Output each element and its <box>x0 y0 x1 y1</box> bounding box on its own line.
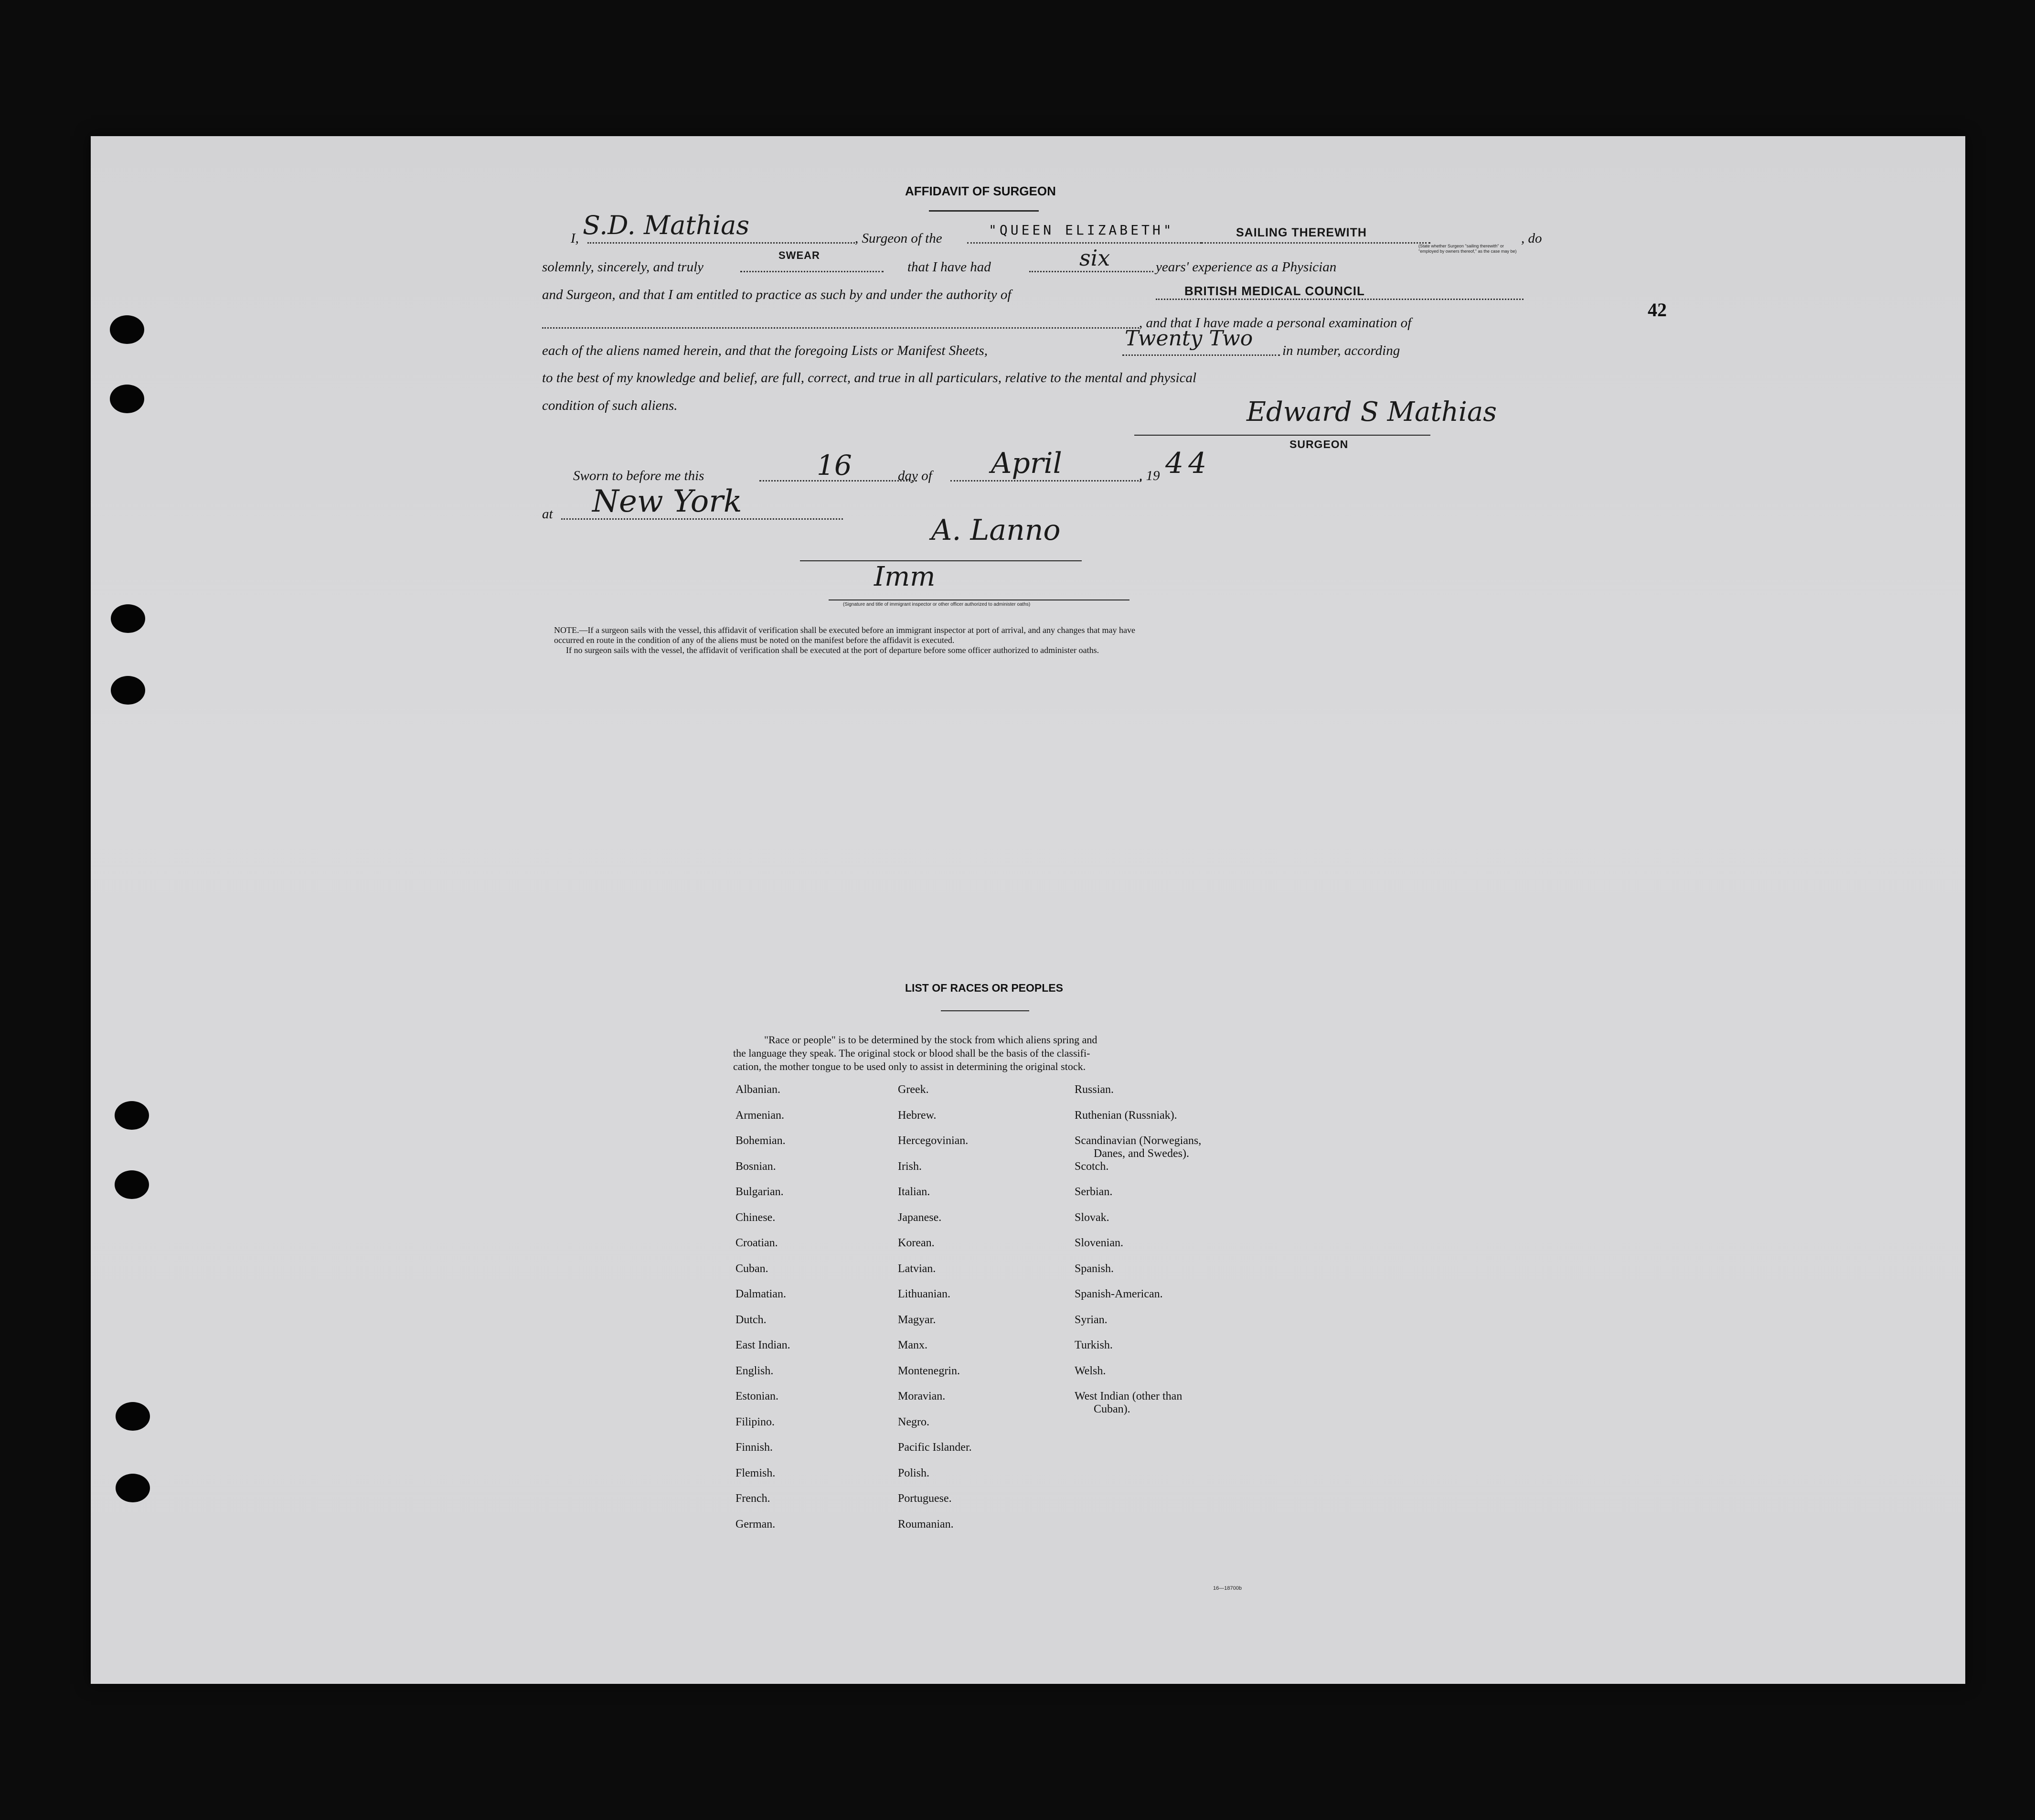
line4-text: , and that I have made a personal examination of <box>1139 315 1412 331</box>
at-label: at <box>542 506 553 522</box>
surgeon-name-handwritten: S.D. Mathias <box>583 210 750 240</box>
race-item: Scotch. <box>1075 1160 1109 1173</box>
line7-text: condition of such aliens. <box>542 398 678 413</box>
surgeon-signature: Edward S Mathias <box>1247 396 1497 428</box>
note-line-2: occurred en route in the condition of any of the aliens must be noted on the manifest before the affidavit is executed. <box>554 635 955 645</box>
title-underline <box>929 210 1039 212</box>
year-prefix: , 19 <box>1139 468 1160 483</box>
races-title-underline <box>941 1010 1029 1011</box>
race-item: Roumanian. <box>898 1518 954 1531</box>
punch-hole <box>110 385 144 413</box>
race-item: Danes, and Swedes). <box>1094 1147 1189 1160</box>
authority-continued-blank <box>542 327 1139 329</box>
race-item: Cuban). <box>1094 1403 1130 1415</box>
race-item: Ruthenian (Russniak). <box>1075 1109 1177 1122</box>
race-item: Dalmatian. <box>735 1288 786 1300</box>
race-item: Russian. <box>1075 1083 1114 1096</box>
year-handwritten: 44 <box>1165 447 1212 480</box>
line5-text2: in number, according <box>1282 343 1400 358</box>
race-item: Welsh. <box>1075 1364 1106 1377</box>
month-handwritten: April <box>991 447 1062 480</box>
race-item: Portuguese. <box>898 1492 952 1505</box>
race-item: Albanian. <box>735 1083 780 1096</box>
swear-stamp: SWEAR <box>778 249 820 261</box>
punch-hole <box>115 1170 149 1199</box>
race-item: Spanish. <box>1075 1262 1114 1275</box>
race-item: Latvian. <box>898 1262 936 1275</box>
authority-blank <box>1156 299 1524 300</box>
line6-text: to the best of my knowledge and belief, are full, correct, and true in all particulars, relative to the mental and physical <box>542 370 1197 385</box>
race-item: Bulgarian. <box>735 1186 784 1198</box>
race-item: Bosnian. <box>735 1160 776 1173</box>
affidavit-title: AFFIDAVIT OF SURGEON <box>905 184 1056 198</box>
sheets-blank <box>1122 354 1280 356</box>
place-handwritten: New York <box>592 484 742 519</box>
sworn-text1: Sworn to before me this <box>573 468 704 483</box>
race-item: Japanese. <box>898 1211 942 1224</box>
authority-stamp: BRITISH MEDICAL COUNCIL <box>1184 284 1365 298</box>
sailing-therewith-stamp: SAILING THEREWITH <box>1236 226 1367 239</box>
line5-text1: each of the aliens named herein, and that the foregoing Lists or Manifest Sheets, <box>542 343 988 358</box>
race-item: Chinese. <box>735 1211 776 1224</box>
race-item: West Indian (other than <box>1075 1390 1183 1402</box>
punch-hole <box>110 315 144 344</box>
race-item: Turkish. <box>1075 1339 1113 1351</box>
sailing-blank <box>1201 242 1430 244</box>
sheets-handwritten: Twenty Two <box>1125 326 1253 351</box>
line2-text1: solemnly, sincerely, and truly <box>542 259 704 275</box>
note-line-3: If no surgeon sails with the vessel, the affidavit of verification shall be executed at the port of departure before some officer authorized to administer oaths. <box>566 645 1099 655</box>
punch-hole <box>111 676 145 705</box>
race-item: English. <box>735 1364 774 1377</box>
race-item: Serbian. <box>1075 1186 1113 1198</box>
race-item: Montenegrin. <box>898 1364 960 1377</box>
punch-hole <box>116 1474 150 1502</box>
race-item: Lithuanian. <box>898 1288 950 1300</box>
race-item: Hercegovinian. <box>898 1135 969 1147</box>
page-number: 42 <box>1648 299 1667 321</box>
inspector-title-handwritten: Imm <box>874 561 936 592</box>
years-handwritten: six <box>1079 245 1110 271</box>
race-item: Hebrew. <box>898 1109 937 1122</box>
day-handwritten: 16 <box>817 449 852 482</box>
line1-surgeon-of: , Surgeon of the <box>855 231 942 246</box>
race-item: French. <box>735 1492 770 1505</box>
race-item: Bohemian. <box>735 1135 786 1147</box>
race-item: Korean. <box>898 1237 935 1249</box>
race-item: Spanish-American. <box>1075 1288 1163 1300</box>
punch-hole <box>115 1101 149 1130</box>
document-sheet <box>91 136 1965 1684</box>
race-item: Irish. <box>898 1160 922 1173</box>
race-item: Armenian. <box>735 1109 784 1122</box>
races-title: LIST OF RACES OR PEOPLES <box>905 982 1063 994</box>
race-item: Magyar. <box>898 1313 936 1326</box>
line2-text2: that I have had <box>907 259 991 275</box>
surgeon-label: SURGEON <box>1289 438 1349 450</box>
race-item: Pacific Islander. <box>898 1441 972 1454</box>
race-item: Slovenian. <box>1075 1237 1123 1249</box>
race-item: Syrian. <box>1075 1313 1108 1326</box>
years-blank <box>1029 271 1153 272</box>
race-item: Moravian. <box>898 1390 946 1402</box>
races-intro-line-2: the language they speak. The original stock or blood shall be the basis of the classifi- <box>733 1047 1090 1059</box>
race-item: German. <box>735 1518 776 1531</box>
sworn-text2: day of <box>898 468 932 483</box>
punch-hole <box>116 1402 150 1431</box>
line1-prefix: I, <box>571 231 579 246</box>
race-item: Slovak. <box>1075 1211 1109 1224</box>
race-item: Manx. <box>898 1339 927 1351</box>
races-intro-line-1: "Race or people" is to be determined by the stock from which aliens spring and <box>764 1034 1097 1046</box>
note-line-1: NOTE.—If a surgeon sails with the vessel, this affidavit of verification shall be executed before an immigrant inspector at port of arrival, and any changes that may have <box>554 625 1135 635</box>
races-intro-line-3: cation, the mother tongue to be used only to assist in determining the original stock. <box>733 1060 1086 1072</box>
inspector-signature: A. Lanno <box>931 514 1061 547</box>
race-item: Flemish. <box>735 1467 776 1479</box>
form-number: 16—18700b <box>1213 1585 1242 1591</box>
race-item: Polish. <box>898 1467 930 1479</box>
punch-hole <box>111 604 145 633</box>
line2-text3: years' experience as a Physician <box>1156 259 1337 275</box>
race-item: Cuban. <box>735 1262 768 1275</box>
line1-do: , do <box>1521 231 1542 246</box>
race-item: Estonian. <box>735 1390 778 1402</box>
race-item: Greek. <box>898 1083 929 1096</box>
race-item: Dutch. <box>735 1313 767 1326</box>
inspector-signature-line <box>800 560 1082 561</box>
race-item: Scandinavian (Norwegians, <box>1075 1135 1202 1147</box>
race-item: Italian. <box>898 1186 930 1198</box>
ship-name: "QUEEN ELIZABETH" <box>989 222 1174 238</box>
surgeon-signature-line <box>1134 435 1430 436</box>
race-item: Finnish. <box>735 1441 773 1454</box>
race-item: Negro. <box>898 1415 929 1428</box>
ship-blank <box>967 242 1201 244</box>
month-blank <box>950 480 1141 482</box>
race-item: East Indian. <box>735 1339 790 1351</box>
line3-text1: and Surgeon, and that I am entitled to practice as such by and under the authority of <box>542 287 1012 302</box>
inspector-caption: (Signature and title of immigrant inspector or other officer authorized to administer oaths) <box>843 602 1031 607</box>
race-item: Filipino. <box>735 1415 775 1428</box>
name-blank <box>587 242 855 244</box>
sailing-note: (State whether Surgeon "sailing therewith" or "employed by owners thereof," as the case may be) <box>1418 244 1517 254</box>
race-item: Croatian. <box>735 1237 778 1249</box>
swear-blank <box>740 271 884 272</box>
